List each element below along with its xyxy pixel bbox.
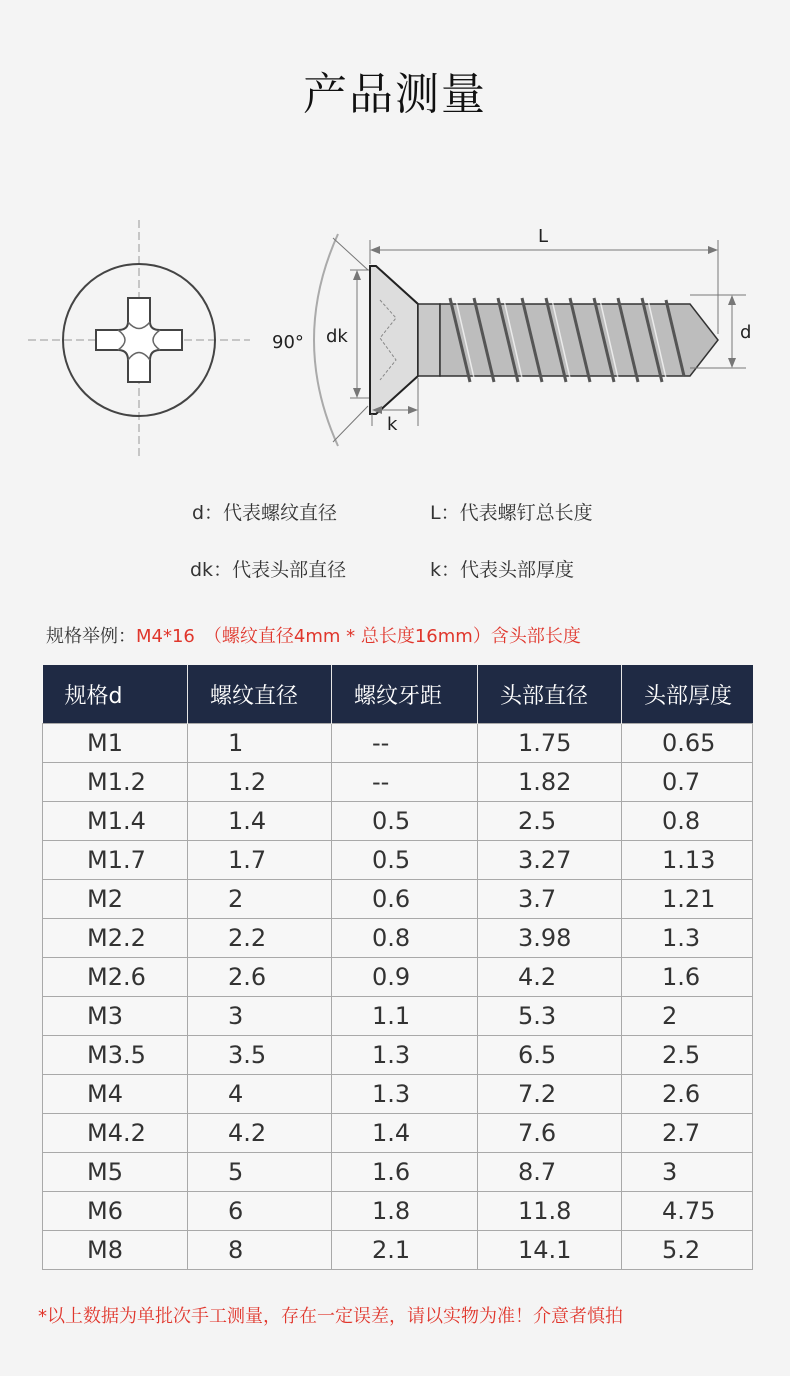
disclaimer-footnote: *以上数据为单批次手工测量，存在一定误差，请以实物为准！介意者慎拍 bbox=[38, 1306, 623, 1327]
table-row bbox=[43, 763, 753, 802]
table-cell: 1.21 bbox=[622, 880, 753, 919]
table-cell: 1 bbox=[188, 724, 332, 763]
table-cell: 0.5 bbox=[332, 802, 478, 841]
table-cell: M1.2 bbox=[43, 763, 188, 802]
table-cell: 2.5 bbox=[478, 802, 622, 841]
table-cell: M3.5 bbox=[43, 1036, 188, 1075]
legend-k: k：代表头部厚度 bbox=[430, 559, 575, 581]
table-cell: 14.1 bbox=[478, 1231, 622, 1270]
angle-label: 90° bbox=[272, 332, 304, 353]
table-cell: 0.8 bbox=[332, 919, 478, 958]
spec-example-label: 规格举例： bbox=[46, 626, 136, 647]
table-cell: 2.7 bbox=[622, 1114, 753, 1153]
spec-table bbox=[42, 665, 753, 1270]
table-cell: 1.1 bbox=[332, 997, 478, 1036]
table-cell: 3.27 bbox=[478, 841, 622, 880]
screw-head-top-view bbox=[28, 220, 250, 460]
table-cell: 2 bbox=[622, 997, 753, 1036]
header-spec: 规格d bbox=[43, 665, 188, 724]
table-cell: 6 bbox=[188, 1192, 332, 1231]
table-row bbox=[43, 802, 753, 841]
d-label: d bbox=[740, 322, 752, 343]
table-cell: 1.4 bbox=[188, 802, 332, 841]
table-cell: 4.2 bbox=[188, 1114, 332, 1153]
table-cell: 0.6 bbox=[332, 880, 478, 919]
table-cell: 1.2 bbox=[188, 763, 332, 802]
table-row bbox=[43, 1153, 753, 1192]
table-cell: 3.5 bbox=[188, 1036, 332, 1075]
table-cell: M5 bbox=[43, 1153, 188, 1192]
table-cell: M1 bbox=[43, 724, 188, 763]
legend-d: d：代表螺纹直径 bbox=[192, 502, 338, 524]
table-cell: 8.7 bbox=[478, 1153, 622, 1192]
table-cell: 0.65 bbox=[622, 724, 753, 763]
table-cell: 3 bbox=[622, 1153, 753, 1192]
table-cell: 0.7 bbox=[622, 763, 753, 802]
table-cell: 1.3 bbox=[622, 919, 753, 958]
table-cell: 1.75 bbox=[478, 724, 622, 763]
table-cell: 2.1 bbox=[332, 1231, 478, 1270]
table-cell: 0.8 bbox=[622, 802, 753, 841]
table-cell: M1.4 bbox=[43, 802, 188, 841]
table-cell: 2.2 bbox=[188, 919, 332, 958]
table-cell: M2.6 bbox=[43, 958, 188, 997]
table-cell: M8 bbox=[43, 1231, 188, 1270]
table-cell: 5.3 bbox=[478, 997, 622, 1036]
table-row bbox=[43, 997, 753, 1036]
table-row bbox=[43, 958, 753, 997]
table-cell: 3.98 bbox=[478, 919, 622, 958]
table-header-row bbox=[43, 665, 753, 724]
screw-side-view bbox=[370, 266, 718, 414]
header-head-diameter: 头部直径 bbox=[478, 665, 622, 724]
table-cell: 3.7 bbox=[478, 880, 622, 919]
legend-dk: dk：代表头部直径 bbox=[190, 559, 347, 581]
table-row bbox=[43, 1114, 753, 1153]
table-cell: 5 bbox=[188, 1153, 332, 1192]
table-cell: M2 bbox=[43, 880, 188, 919]
table-row bbox=[43, 1192, 753, 1231]
table-cell: 1.3 bbox=[332, 1036, 478, 1075]
dk-dimension bbox=[326, 270, 372, 398]
spec-example-value: M4*16 （螺纹直径4mm * 总长度16mm）含头部长度 bbox=[136, 626, 581, 647]
table-cell: M2.2 bbox=[43, 919, 188, 958]
head-angle-indicator bbox=[272, 234, 368, 446]
screw-diagram bbox=[0, 200, 790, 480]
table-cell: 0.5 bbox=[332, 841, 478, 880]
table-cell: 5.2 bbox=[622, 1231, 753, 1270]
header-head-thickness: 头部厚度 bbox=[622, 665, 753, 724]
table-row bbox=[43, 724, 753, 763]
table-cell: 1.4 bbox=[332, 1114, 478, 1153]
table-cell: -- bbox=[332, 763, 478, 802]
legend-L: L：代表螺钉总长度 bbox=[430, 502, 593, 524]
dk-label: dk bbox=[326, 326, 348, 347]
table-cell: 1.13 bbox=[622, 841, 753, 880]
table-cell: 1.6 bbox=[622, 958, 753, 997]
table-cell: 1.8 bbox=[332, 1192, 478, 1231]
table-cell: 1.82 bbox=[478, 763, 622, 802]
table-row bbox=[43, 880, 753, 919]
table-cell: 4.75 bbox=[622, 1192, 753, 1231]
page-title: 产品测量 bbox=[303, 69, 487, 120]
table-cell: M3 bbox=[43, 997, 188, 1036]
header-thread-diameter: 螺纹直径 bbox=[188, 665, 332, 724]
table-cell: -- bbox=[332, 724, 478, 763]
table-cell: 4.2 bbox=[478, 958, 622, 997]
table-row bbox=[43, 919, 753, 958]
table-cell: 8 bbox=[188, 1231, 332, 1270]
table-cell: 2.6 bbox=[188, 958, 332, 997]
table-cell: 1.6 bbox=[332, 1153, 478, 1192]
table-row bbox=[43, 1231, 753, 1270]
table-cell: 7.6 bbox=[478, 1114, 622, 1153]
table-cell: 2 bbox=[188, 880, 332, 919]
table-cell: 11.8 bbox=[478, 1192, 622, 1231]
table-cell: 2.5 bbox=[622, 1036, 753, 1075]
spec-example bbox=[46, 622, 581, 648]
table-row bbox=[43, 1075, 753, 1114]
header-thread-pitch: 螺纹牙距 bbox=[332, 665, 478, 724]
table-cell: 0.9 bbox=[332, 958, 478, 997]
table-cell: M4.2 bbox=[43, 1114, 188, 1153]
table-cell: 1.3 bbox=[332, 1075, 478, 1114]
table-cell: M4 bbox=[43, 1075, 188, 1114]
L-label: L bbox=[538, 226, 549, 247]
table-cell: M1.7 bbox=[43, 841, 188, 880]
table-cell: 3 bbox=[188, 997, 332, 1036]
table-row bbox=[43, 841, 753, 880]
table-cell: 7.2 bbox=[478, 1075, 622, 1114]
table-cell: M6 bbox=[43, 1192, 188, 1231]
table-cell: 1.7 bbox=[188, 841, 332, 880]
k-label: k bbox=[387, 414, 398, 435]
table-row bbox=[43, 1036, 753, 1075]
table-cell: 2.6 bbox=[622, 1075, 753, 1114]
table-cell: 4 bbox=[188, 1075, 332, 1114]
table-cell: 6.5 bbox=[478, 1036, 622, 1075]
table-body bbox=[43, 724, 753, 1270]
